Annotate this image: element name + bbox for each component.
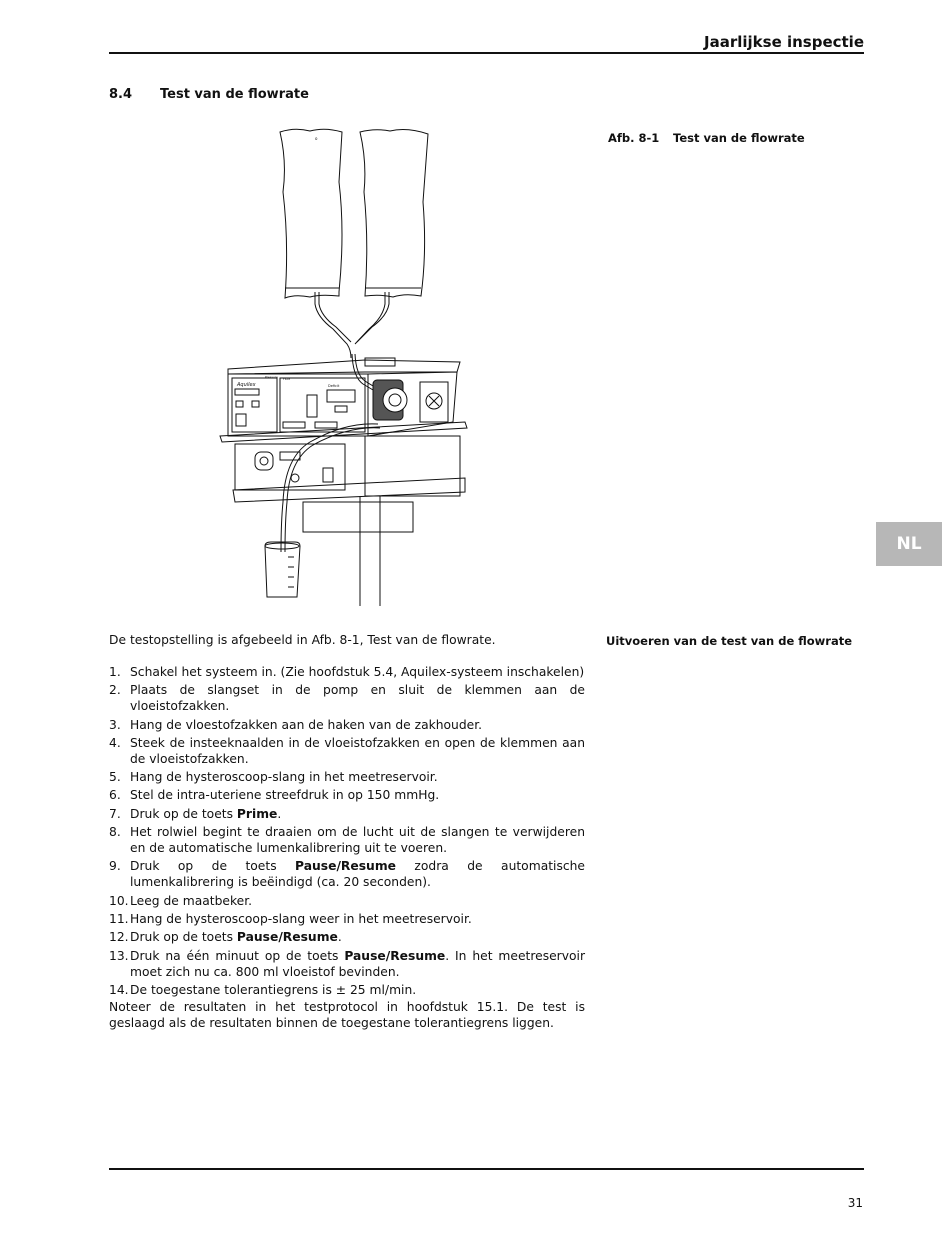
- flowrate-test-illustration: [215, 122, 480, 606]
- list-item: 6. Stel de intra-uteriene streefdruk in op 150 mmHg.: [109, 788, 440, 803]
- list-item: 3. Hang de vloestofzakken aan de haken van de zakhouder.: [109, 717, 483, 732]
- list-item: 13. Druk na één minuut op de toets Pause/Resume. In het meetreservoir moet zich nu ca. 800 ml vloeistof bevinden.: [109, 948, 585, 979]
- list-item: 2. Plaats de slangset in de pomp en sluit de klemmen aan de vloeistofzakken.: [109, 683, 585, 714]
- list-item: 5. Hang de hysteroscoop-slang in het meetreservoir.: [109, 770, 438, 785]
- header-rule: [109, 52, 864, 54]
- list-item: 10. Leeg de maatbeker.: [109, 893, 253, 908]
- closing-paragraph: Noteer de resultaten in het testprotocol in hoofdstuk 15.1. De test is geslaagd als de resultaten binnen de toegestane tolerantiegrens liggen.: [109, 1000, 585, 1030]
- figure-caption: [608, 131, 805, 145]
- language-tab: NL: [876, 522, 942, 566]
- section-heading: [109, 87, 309, 102]
- deficit-label: Deficit: [328, 384, 340, 388]
- list-item: 14. De toegestane tolerantiegrens is ± 25 ml/min.: [109, 982, 417, 997]
- intro-paragraph: De testopstelling is afgebeeld in Afb. 8-1, Test van de flowrate.: [109, 633, 496, 647]
- figure-label: Afb. 8-1: [608, 131, 660, 145]
- fluid-bag-left: [280, 129, 342, 298]
- list-item: 4. Steek de insteeknaalden in de vloeistofzakken en open de klemmen aan de vloeistofzakken.: [109, 735, 585, 766]
- fluid-bag-right: [360, 130, 428, 297]
- section-title: Test van de flowrate: [160, 87, 309, 102]
- section-number: 8.4: [109, 87, 133, 102]
- brand-label: Aquilex: [237, 382, 256, 388]
- list-item: 1. Schakel het systeem in. (Zie hoofdstuk 5.4, Aquilex-systeem inschakelen): [109, 665, 585, 679]
- page-number: 31: [847, 1196, 863, 1210]
- running-header: Jaarlijkse inspectie: [704, 33, 864, 51]
- figure-title: Test van de flowrate: [673, 131, 805, 145]
- margin-heading: Uitvoeren van de test van de flowrate: [606, 634, 853, 648]
- footer-rule: [109, 1168, 864, 1170]
- list-item: 7. Druk op de toets Prime.: [109, 806, 282, 821]
- list-item: 11. Hang de hysteroscoop-slang weer in het meetreservoir.: [109, 911, 472, 926]
- fluid-label: Fluid: [283, 377, 291, 381]
- svg-text:o: o: [315, 136, 318, 141]
- procedure-steps: [109, 664, 585, 1000]
- cart: [220, 422, 467, 606]
- list-item: 12. Druk op de toets Pause/Resume.: [109, 930, 342, 945]
- measuring-beaker: [265, 542, 300, 597]
- list-item: 9. Druk op de toets Pause/Resume zodra de automatische lumenkalibrering is beëindigd (ca. 20 seconden).: [109, 859, 585, 890]
- pressure-label: Pressure: [265, 375, 278, 379]
- list-item: 8. Het rolwiel begint te draaien om de lucht uit de slangen te verwijderen en de automatische lumenkalibrering uit te voeren.: [109, 825, 585, 856]
